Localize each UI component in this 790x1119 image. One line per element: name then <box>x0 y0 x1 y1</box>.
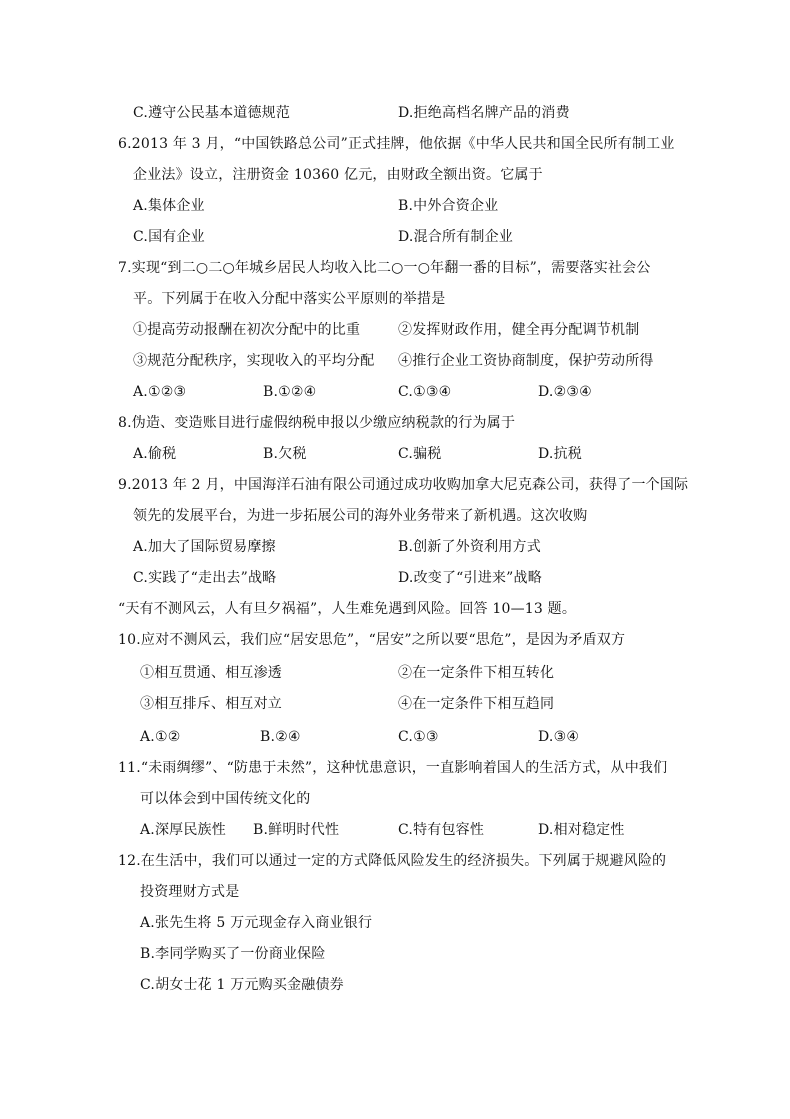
question-11-stem-line-1: 11.“未雨绸缪”、“防患于未然”，这种忧患意识，一直影响着国人的生活方式，从中我们 <box>118 760 668 776</box>
section-intro-10-13: “天有不测风云，人有旦夕祸福”，人生难免遇到风险。回答 10—13 题。 <box>118 601 577 617</box>
question-6-option-c: C.国有企业 <box>133 229 205 245</box>
question-6-option-d: D.混合所有制企业 <box>398 229 513 245</box>
question-6-option-b: B.中外合资企业 <box>398 198 499 214</box>
question-9-stem-line-1: 9.2013 年 2 月，中国海洋石油有限公司通过成功收购加拿大尼克森公司，获得了一个国际 <box>118 477 689 493</box>
question-7-statement-1: ①提高劳动报酬在初次分配中的比重 <box>133 322 361 338</box>
question-7-statement-4: ④推行企业工资协商制度，保护劳动所得 <box>398 353 654 369</box>
question-12-option-a: A.张先生将 5 万元现金存入商业银行 <box>140 915 373 931</box>
question-12-option-b: B.李同学购买了一份商业保险 <box>140 946 326 962</box>
question-12-stem-line-2: 投资理财方式是 <box>140 884 240 900</box>
question-7-statement-3: ③规范分配秩序，实现收入的平均分配 <box>133 353 375 369</box>
question-9-option-b: B.创新了外资利用方式 <box>398 539 541 555</box>
question-11-option-b: B.鲜明时代性 <box>253 822 340 838</box>
question-8-stem: 8.伪造、变造账目进行虚假纳税申报以少缴应纳税款的行为属于 <box>118 415 516 431</box>
question-6-option-a: A.集体企业 <box>133 198 205 214</box>
question-6-stem-line-1: 6.2013 年 3 月，“中国铁路总公司”正式挂牌，他依据《中华人民共和国全民所有制工业 <box>118 136 675 152</box>
question-10-stem: 10.应对不测风云，我们应“居安思危”，“居安”之所以要“思危”，是因为矛盾双方 <box>118 632 626 648</box>
question-9-option-c: C.实践了“走出去”战略 <box>133 570 277 586</box>
question-7-option-a: A.①②③ <box>133 384 187 400</box>
question-10-statement-1: ①相互贯通、相互渗透 <box>140 665 282 681</box>
question-7-option-c: C.①③④ <box>398 384 452 400</box>
question-10-option-a: A.①② <box>140 729 181 745</box>
question-8-option-d: D.抗税 <box>538 446 582 462</box>
question-8-option-b: B.欠税 <box>263 446 307 462</box>
question-8-option-c: C.骗税 <box>398 446 442 462</box>
option-d: D.拒绝高档名牌产品的消费 <box>398 105 570 121</box>
question-7-stem-line-1: 7.实现“到二○二○年城乡居民人均收入比二○一○年翻一番的目标”，需要落实社会公 <box>118 260 651 276</box>
question-10-option-c: C.①③ <box>398 729 439 745</box>
question-9-option-d: D.改变了“引进来”战略 <box>398 570 542 586</box>
question-7-option-d: D.②③④ <box>538 384 592 400</box>
question-6-stem-line-2: 企业法》设立，注册资金 10360 亿元，由财政全额出资。它属于 <box>133 167 543 183</box>
question-7-stem-line-2: 平。下列属于在收入分配中落实公平原则的举措是 <box>133 291 446 307</box>
option-c: C.遵守公民基本道德规范 <box>133 105 291 121</box>
question-10-option-b: B.②④ <box>260 729 301 745</box>
question-9-stem-line-2: 领先的发展平台，为进一步拓展公司的海外业务带来了新机遇。这次收购 <box>133 508 588 524</box>
question-10-option-d: D.③④ <box>538 729 580 745</box>
question-10-statement-2: ②在一定条件下相互转化 <box>398 665 555 681</box>
question-12-stem-line-1: 12.在生活中，我们可以通过一定的方式降低风险发生的经济损失。下列属于规避风险的 <box>118 853 667 869</box>
question-8-option-a: A.偷税 <box>133 446 177 462</box>
question-11-option-c: C.特有包容性 <box>398 822 485 838</box>
question-7-option-b: B.①②④ <box>263 384 317 400</box>
question-10-statement-4: ④在一定条件下相互趋同 <box>398 696 555 712</box>
question-11-option-d: D.相对稳定性 <box>538 822 625 838</box>
question-9-option-a: A.加大了国际贸易摩擦 <box>133 539 276 555</box>
question-10-statement-3: ③相互排斥、相互对立 <box>140 696 282 712</box>
question-11-option-a: A.深厚民族性 <box>140 822 226 838</box>
question-12-option-c: C.胡女士花 1 万元购买金融债券 <box>140 977 344 993</box>
question-7-statement-2: ②发挥财政作用，健全再分配调节机制 <box>398 322 640 338</box>
question-11-stem-line-2: 可以体会到中国传统文化的 <box>140 791 311 807</box>
